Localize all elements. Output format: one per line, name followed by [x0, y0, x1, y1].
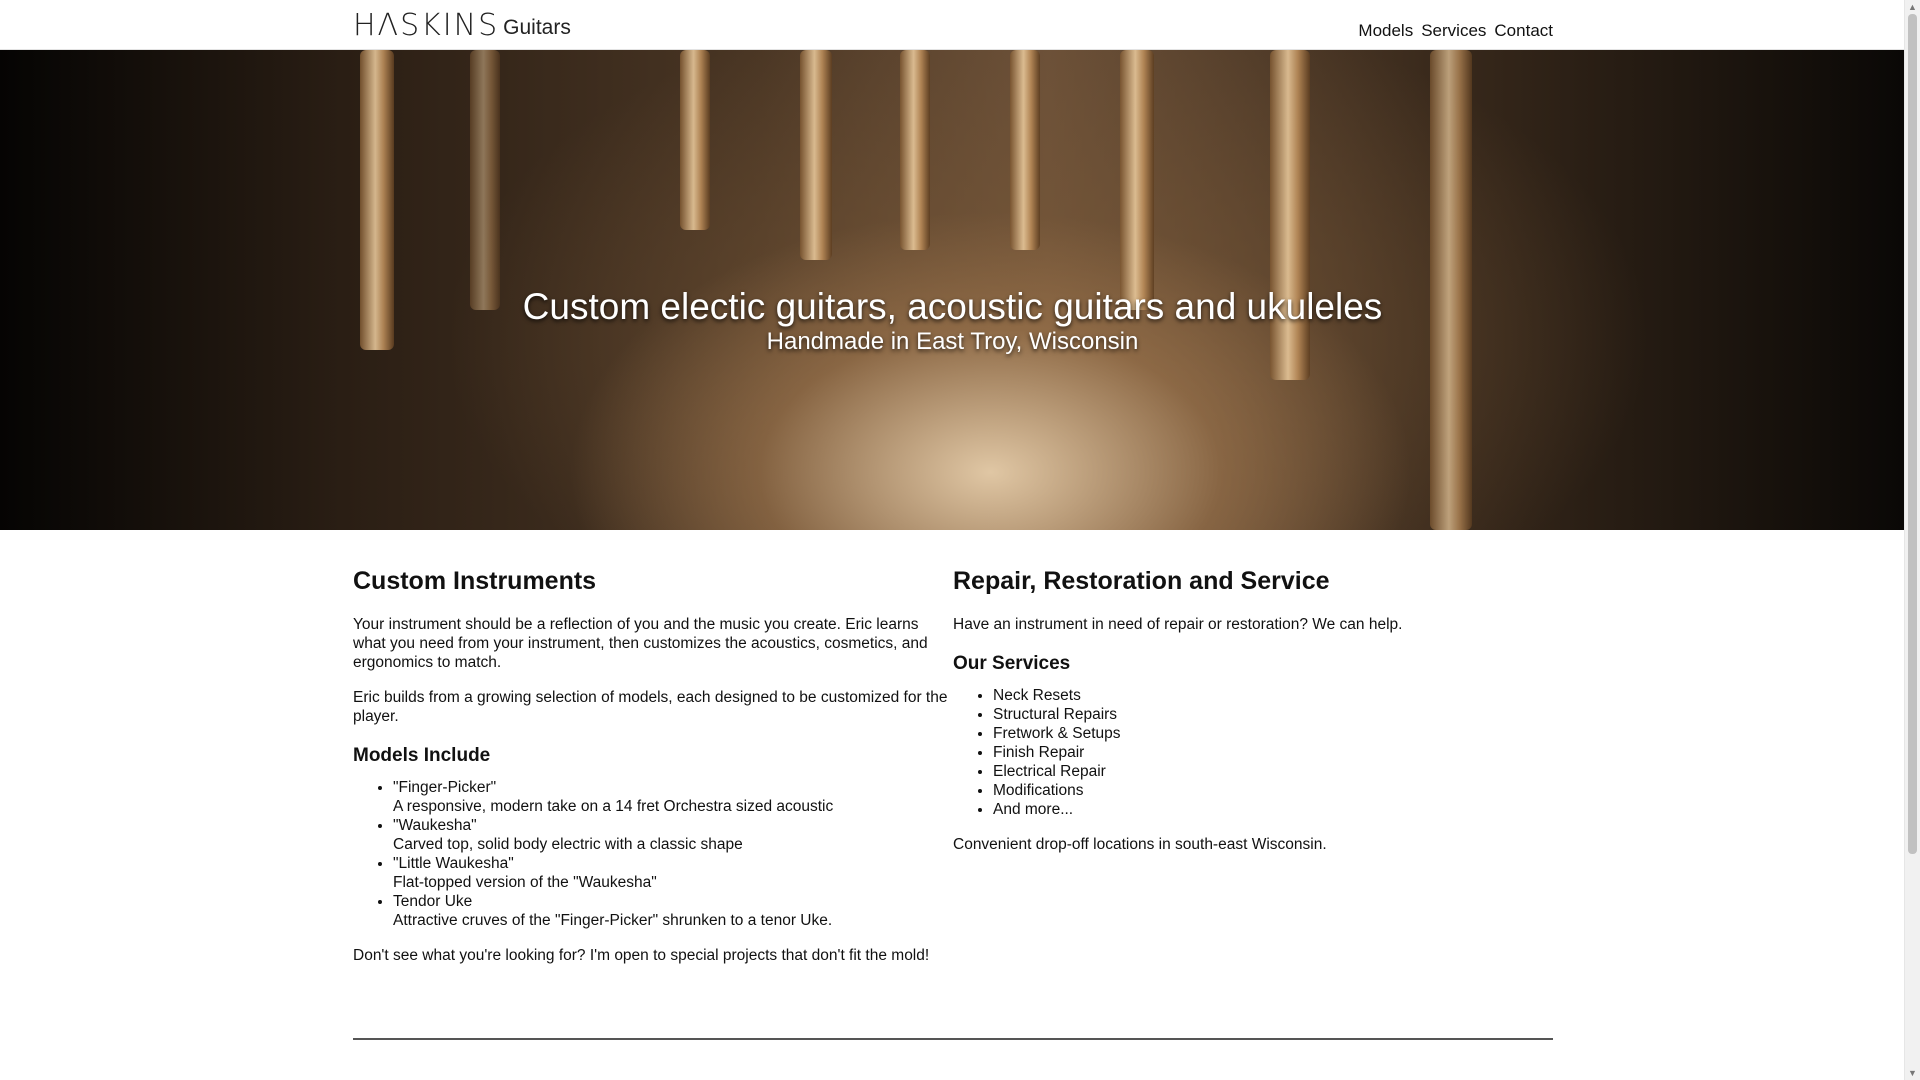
nav-contact[interactable]: Contact	[1494, 21, 1553, 40]
model-name: Tendor Uke	[393, 893, 473, 910]
hero-peg	[1010, 50, 1040, 250]
paragraph: Have an instrument in need of repair or restoration? We can help.	[953, 616, 1403, 633]
hero-peg	[800, 50, 832, 260]
hero-peg	[900, 50, 930, 250]
paragraph: Convenient drop-off locations in south-east Wisconsin.	[953, 836, 1327, 853]
nav-models[interactable]: Models	[1358, 21, 1414, 40]
model-desc: Carved top, solid body electric with a classic shape	[393, 836, 743, 853]
hero-subtitle: Handmade in East Troy, Wisconsin	[766, 328, 1139, 355]
section-heading: Repair, Restoration and Service	[953, 567, 1330, 595]
model-desc: Flat-topped version of the "Waukesha"	[393, 874, 657, 891]
hero-peg	[680, 50, 710, 230]
main-nav	[1358, 18, 1553, 44]
list-item	[393, 816, 953, 854]
scroll-thumb[interactable]	[1908, 14, 1917, 854]
scroll-down-icon[interactable]: ▼	[1908, 1068, 1917, 1078]
footer-divider	[353, 1038, 1553, 1040]
scroll-up-icon[interactable]: ▲	[1908, 2, 1917, 12]
list-item: • Electrical Repair	[993, 762, 1553, 781]
hero-peg	[1120, 50, 1154, 310]
list-item: • Structural Repairs	[993, 705, 1553, 724]
model-name: "Finger-Picker"	[393, 779, 497, 796]
site-header	[0, 0, 1905, 50]
list-item	[393, 892, 953, 930]
services-list	[953, 686, 1553, 819]
list-item: • Fretwork & Setups	[993, 724, 1553, 743]
list-item: • Modifications	[993, 781, 1553, 800]
logo-subtitle: Guitars	[503, 16, 571, 39]
model-name: "Waukesha"	[393, 817, 477, 834]
list-item	[393, 778, 953, 816]
paragraph: Don't see what you're looking for? I'm open to special projects that don't fit the mold!	[353, 947, 930, 964]
nav-services[interactable]: Services	[1421, 21, 1487, 40]
list-item	[393, 854, 953, 892]
page-scrollbar[interactable]	[1904, 0, 1920, 1080]
models-list	[353, 778, 953, 930]
list-item: • Finish Repair	[993, 743, 1553, 762]
repair-section	[953, 565, 1553, 870]
paragraph: Your instrument should be a reflection of you and the music you create. Eric learns what you need from your instrument, then customizes the acoustics, cosmetics, and ergonomics to match.	[353, 616, 928, 671]
services-heading: Our Services	[953, 653, 1071, 674]
list-item: • Neck Resets	[993, 686, 1553, 705]
model-desc: Attractive cruves of the "Finger-Picker" shrunken to a tenor Uke.	[393, 912, 833, 929]
custom-instruments-section	[353, 565, 953, 981]
hero-peg	[470, 50, 500, 310]
logo[interactable]	[353, 8, 571, 42]
model-desc: A responsive, modern take on a 14 fret Orchestra sized acoustic	[393, 798, 834, 815]
hero-title: Custom electic guitars, acoustic guitars and ukuleles	[522, 286, 1383, 327]
paragraph: Eric builds from a growing selection of models, each designed to be customized for the player.	[353, 689, 948, 725]
logo-mark: HΛSKINS	[353, 8, 500, 43]
hero-banner	[0, 50, 1905, 530]
section-heading: Custom Instruments	[353, 567, 597, 595]
model-name: "Little Waukesha"	[393, 855, 514, 872]
models-heading: Models Include	[353, 745, 491, 766]
list-item: • And more...	[993, 800, 1553, 819]
